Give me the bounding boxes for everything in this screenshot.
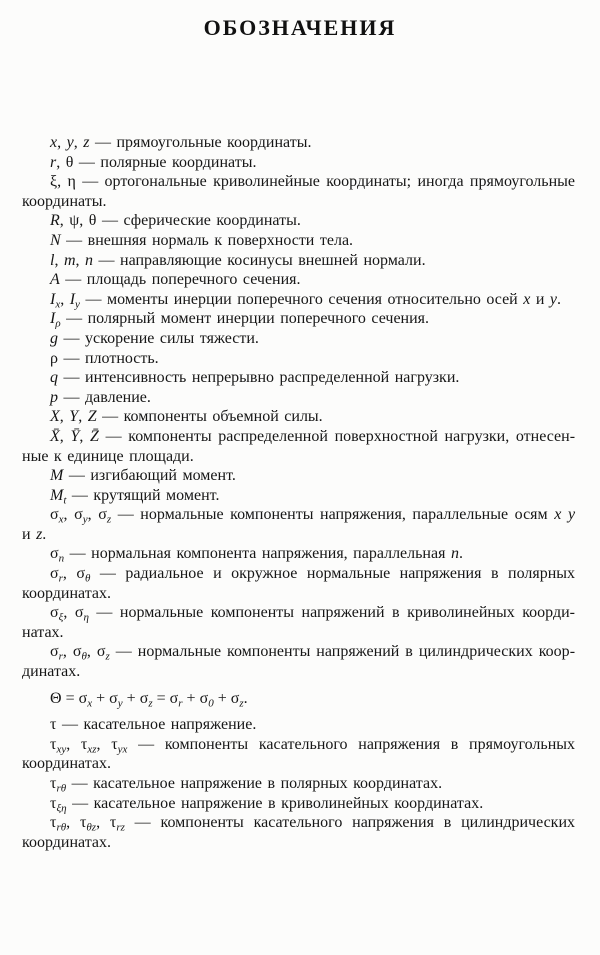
definition-text: — плотность. — [57, 349, 159, 367]
math-symbol: Ȳ — [70, 427, 80, 445]
symbol-subscript: y — [117, 697, 123, 710]
symbol-subscript: θ — [81, 650, 87, 663]
math-symbol: τ — [109, 814, 117, 832]
math-symbol: σ — [98, 506, 107, 524]
math-symbol: n — [450, 545, 459, 563]
math-symbol: g — [50, 329, 58, 347]
math-symbol: σ — [50, 604, 59, 622]
math-symbol: θ — [88, 212, 97, 230]
math-symbol: n — [85, 251, 94, 269]
math-symbol: σ — [230, 689, 240, 707]
definition-entry — [22, 407, 575, 427]
notation-definitions-list — [0, 133, 600, 852]
definition-text: + — [122, 689, 140, 707]
symbol-subscript: z — [106, 513, 112, 526]
math-symbol: ψ — [69, 212, 80, 230]
definition-text: . — [243, 689, 248, 707]
symbol-subscript: y — [75, 298, 80, 311]
math-symbol: I — [50, 310, 56, 328]
math-symbol: N — [50, 231, 61, 249]
symbol-subscript: z — [105, 650, 110, 663]
definition-text: и — [22, 525, 37, 543]
definition-text: — компоненты касательного напряжения в прямоугольных координатах. — [22, 735, 576, 773]
math-symbol: l — [50, 251, 55, 269]
definition-text: , — [60, 290, 70, 308]
math-symbol: z — [83, 134, 90, 151]
definition-entry — [22, 505, 575, 544]
definition-text: , — [62, 565, 77, 583]
symbol-subscript: xz — [87, 743, 97, 756]
definition-text: , — [78, 408, 88, 426]
symbol-subscript: yx — [117, 743, 128, 756]
symbol-subscript: y — [82, 513, 88, 526]
definition-entry — [22, 133, 575, 153]
definition-entry — [22, 715, 575, 735]
math-symbol: τ — [80, 735, 88, 753]
definition-entry — [22, 153, 575, 173]
math-symbol: σ — [72, 643, 82, 661]
definition-entry — [22, 349, 575, 369]
symbol-subscript: n — [58, 552, 65, 565]
math-symbol: σ — [96, 643, 106, 661]
definition-text: + — [182, 689, 200, 707]
symbol-subscript: r — [178, 697, 183, 710]
definition-text: — давление. — [58, 388, 151, 406]
definition-text: — изгибающий момент. — [63, 467, 236, 485]
math-symbol: R — [50, 212, 60, 230]
math-symbol: Y — [69, 408, 79, 426]
definition-text: — компоненты объемной силы. — [96, 408, 323, 426]
math-symbol: σ — [169, 689, 179, 707]
symbol-subscript: θ — [85, 572, 91, 585]
math-symbol: σ — [50, 506, 59, 524]
math-symbol: m — [63, 251, 76, 269]
math-symbol: σ — [50, 643, 59, 661]
math-symbol: I — [50, 290, 56, 308]
definition-entry — [22, 642, 575, 681]
definition-text: , — [62, 643, 73, 661]
math-symbol: I — [69, 290, 76, 308]
definition-entry — [22, 544, 575, 564]
equation-line — [22, 689, 575, 709]
symbol-subscript: rθ — [56, 821, 67, 834]
definition-entry — [22, 231, 575, 251]
definition-entry — [22, 309, 575, 329]
math-symbol: σ — [50, 565, 59, 583]
page-title: ОБОЗНАЧЕНИЯ — [203, 15, 397, 40]
math-symbol: ξ — [50, 173, 58, 191]
definition-text: и — [530, 290, 550, 308]
math-symbol: y — [549, 290, 558, 308]
definition-text: , — [63, 604, 75, 622]
symbol-subscript: xy — [56, 743, 67, 756]
symbol-subscript: z — [148, 697, 153, 710]
definition-entry — [22, 486, 575, 506]
symbol-subscript: ξ — [58, 611, 64, 624]
math-symbol: σ — [199, 689, 209, 707]
definition-text: — нормальная компонента напряжения, параллельная — [64, 545, 451, 563]
symbol-subscript: x — [87, 697, 93, 710]
math-symbol: σ — [78, 689, 88, 707]
math-symbol: M — [50, 486, 64, 504]
definition-text: , — [59, 212, 70, 230]
math-symbol: τ — [50, 775, 57, 792]
symbol-subscript: 0 — [208, 697, 214, 710]
math-symbol: τ — [50, 716, 57, 734]
definition-entry — [22, 251, 575, 271]
definition-entry — [22, 813, 575, 852]
math-symbol: τ — [79, 814, 87, 832]
definition-text: — интенсивность непрерывно распределенной нагрузки. — [58, 369, 460, 387]
definition-text: , — [54, 251, 64, 269]
definition-entry — [22, 329, 575, 349]
definition-entry — [22, 735, 575, 774]
definition-entry — [22, 270, 575, 290]
math-symbol: X — [50, 408, 60, 426]
definition-text: , — [87, 506, 99, 524]
math-symbol: M — [50, 467, 64, 485]
definition-text: — касательное напряжение в полярных координатах. — [66, 775, 443, 792]
definition-text: — нормальные компоненты напряжений в криволинейных координатах. — [22, 604, 575, 641]
math-symbol: η — [67, 173, 76, 191]
definition-text: , — [66, 735, 81, 753]
definition-text: = — [152, 689, 170, 707]
definition-text: — компоненты касательного напряжения в цилиндрических координатах. — [22, 814, 576, 851]
definition-text: . — [42, 525, 47, 543]
symbol-subscript: t — [63, 494, 67, 507]
definition-text: + — [92, 689, 110, 707]
definition-text: — площадь поперечного сечения. — [59, 271, 301, 289]
definition-text: = — [61, 689, 79, 707]
math-symbol: p — [50, 388, 58, 406]
symbol-subscript: x — [58, 513, 64, 526]
definition-text: , — [63, 506, 75, 524]
definition-entry — [22, 290, 575, 310]
definition-text: — радиальное и окружное нормальные напряжения в полярных координатах. — [22, 565, 576, 602]
definition-text: — компоненты распределенной поверхностной нагрузки, отнесенные к единице площади. — [22, 427, 576, 465]
math-symbol: σ — [74, 604, 84, 622]
math-symbol: σ — [139, 689, 149, 707]
definition-text: — ускорение силы тяжести. — [58, 329, 259, 347]
definition-text: + — [213, 689, 231, 707]
math-symbol: x — [554, 506, 562, 524]
definition-entry — [22, 368, 575, 388]
definition-text: , — [59, 408, 70, 426]
definition-entry — [22, 794, 575, 814]
math-symbol: x — [50, 134, 58, 151]
definition-text: — сферические координаты. — [96, 212, 301, 230]
definition-entry — [22, 172, 575, 211]
definition-text: , — [79, 212, 89, 230]
definition-text: — направляющие косинусы внешней нормали. — [93, 251, 426, 269]
math-symbol: y — [66, 134, 74, 151]
definition-text: , — [75, 251, 86, 269]
definition-text: , — [56, 153, 66, 171]
definition-text: , — [73, 134, 84, 151]
math-symbol: τ — [111, 735, 118, 753]
definition-entry — [22, 603, 575, 642]
symbol-subscript: rz — [116, 821, 125, 834]
symbol-subscript: rθ — [56, 782, 67, 795]
symbol-subscript: θz — [86, 821, 97, 834]
definition-text: — прямоугольные координаты. — [89, 134, 312, 151]
math-symbol: σ — [74, 506, 83, 524]
definition-text: — нормальные компоненты напряжений в цилиндрических координатах. — [22, 643, 576, 681]
math-symbol: q — [50, 369, 58, 387]
math-symbol: x — [523, 290, 531, 308]
math-symbol: ρ — [50, 349, 58, 367]
math-symbol: Θ — [50, 689, 62, 707]
definition-text: — крутящий момент. — [66, 486, 220, 504]
math-symbol: y — [567, 506, 576, 524]
definition-text: . — [458, 545, 463, 563]
math-symbol: r — [50, 153, 57, 171]
math-symbol: σ — [109, 689, 118, 707]
definition-text: , — [57, 173, 68, 191]
math-symbol: Z — [87, 408, 97, 426]
math-symbol: A — [50, 271, 60, 289]
math-symbol: τ — [50, 735, 57, 753]
math-symbol: σ — [76, 565, 86, 583]
math-symbol: σ — [50, 545, 59, 563]
symbol-subscript: r — [58, 650, 63, 663]
definition-text: — касательное напряжение. — [56, 716, 257, 734]
definition-text: , — [59, 427, 71, 445]
definition-text: — касательное напряжение в криволинейных координатах. — [66, 794, 484, 812]
symbol-subscript: r — [58, 572, 63, 585]
definition-entry — [22, 774, 575, 794]
definition-text: . — [557, 290, 562, 308]
definition-entry — [22, 388, 575, 408]
math-symbol: Z̄ — [90, 427, 99, 445]
definition-entry — [22, 466, 575, 486]
math-symbol: τ — [50, 794, 57, 812]
definition-entry — [22, 211, 575, 231]
definition-text: — внешняя нормаль к поверхности тела. — [60, 231, 354, 249]
definition-text: — нормальные компоненты напряжения, параллельные осям — [111, 506, 555, 524]
symbol-subscript: η — [83, 611, 89, 624]
symbol-subscript: ξη — [56, 802, 67, 815]
definition-text: , — [96, 814, 110, 832]
math-symbol: z — [36, 525, 43, 543]
math-symbol: τ — [50, 814, 57, 832]
definition-text — [561, 506, 568, 523]
symbol-subscript: ρ — [55, 317, 61, 330]
symbol-subscript: x — [55, 298, 61, 311]
definition-text: — полярные координаты. — [73, 153, 257, 171]
definition-text: , — [96, 735, 112, 753]
definition-entry — [22, 564, 575, 603]
math-symbol: X̄ — [50, 427, 60, 445]
definition-text: — полярный момент инерции поперечного сечения. — [60, 310, 430, 328]
definition-text: — ортогональные криволинейные координаты; иногда прямоугольные координаты. — [22, 173, 575, 210]
definition-text: , — [66, 814, 80, 832]
definition-text: — моменты инерции поперечного сечения относительно осей — [79, 290, 524, 308]
definition-text: , — [57, 134, 67, 151]
symbol-subscript: z — [239, 697, 244, 710]
definition-text: , — [79, 427, 91, 445]
definition-entry — [22, 427, 575, 466]
math-symbol: θ — [65, 153, 74, 171]
definition-text: , — [86, 643, 97, 661]
